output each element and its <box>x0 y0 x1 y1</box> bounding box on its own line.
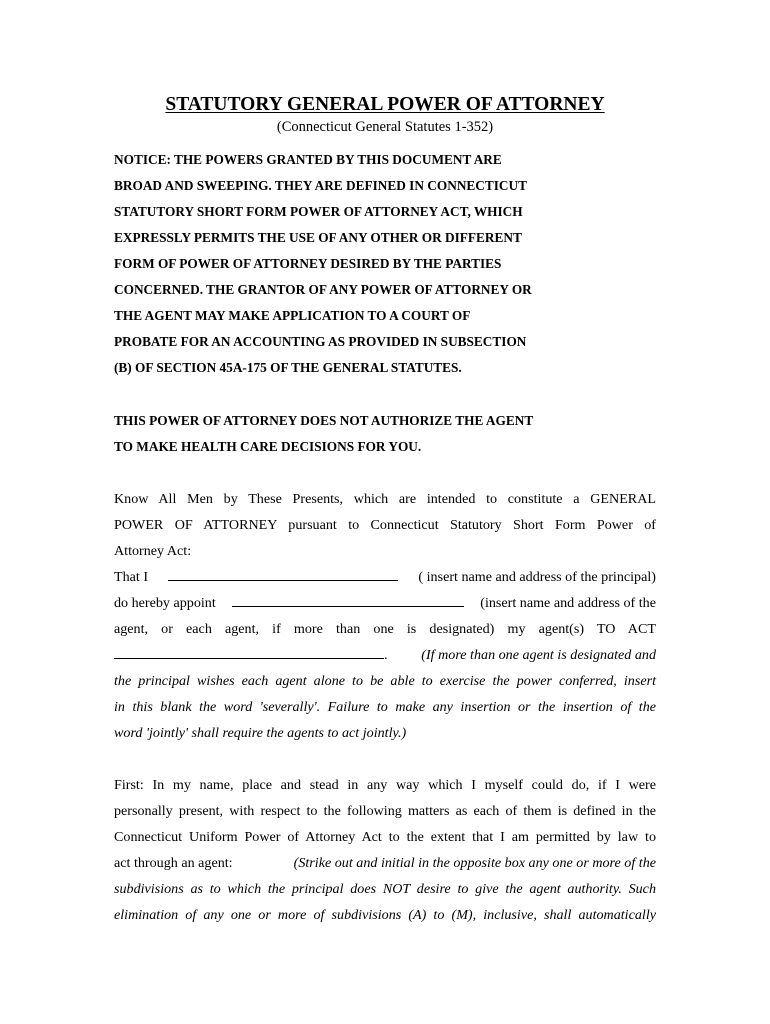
italic-line: subdivisions as to which the principal does NOT desire to give the agent authority. Such <box>114 881 656 897</box>
principal-line <box>114 564 656 590</box>
paragraph-line: Attorney Act: <box>114 543 192 559</box>
document-subtitle: (Connecticut General Statutes 1-352) <box>276 119 494 135</box>
paragraph-line: POWER OF ATTORNEY pursuant to Connecticut Statutory Short Form Power of <box>114 517 656 533</box>
agent-hint: (insert name and address of the <box>480 595 656 611</box>
notice-line: PROBATE FOR AN ACCOUNTING AS PROVIDED IN SUBSECTION <box>114 334 527 349</box>
act-line <box>114 642 656 668</box>
notice-line: (B) OF SECTION 45A-175 OF THE GENERAL STATUTES. <box>114 360 462 375</box>
act-manner-blank[interactable] <box>114 643 384 659</box>
italic-line: in this blank the word 'severally'. Failure to make any insertion or the insertion of the <box>114 699 656 715</box>
notice-line: BROAD AND SWEEPING. THEY ARE DEFINED IN CONNECTICUT <box>114 178 528 193</box>
notice-line: STATUTORY SHORT FORM POWER OF ATTORNEY ACT, WHICH <box>114 204 523 219</box>
paragraph-line: personally present, with respect to the following matters as each of them is defined in the <box>114 803 656 819</box>
health-care-notice <box>114 408 634 460</box>
notice-line: CONCERNED. THE GRANTOR OF ANY POWER OF ATTORNEY OR <box>114 282 532 297</box>
paragraph-line: First: In my name, place and stead in any way which I myself could do, if I were <box>114 777 656 793</box>
paragraph-line: Connecticut Uniform Power of Attorney Act to the extent that I am permitted by law to <box>114 829 656 845</box>
notice-line: THIS POWER OF ATTORNEY DOES NOT AUTHORIZE THE AGENT <box>114 413 534 428</box>
notice-line: TO MAKE HEALTH CARE DECISIONS FOR YOU. <box>114 439 422 454</box>
powers-notice <box>114 147 634 381</box>
period: . <box>384 647 388 663</box>
that-i-label: That I <box>114 569 149 585</box>
paragraph-line: act through an agent: (Strike out and initial in the opposite box any one or more of the <box>114 855 656 871</box>
italic-line: elimination of any one or more of subdivisions (A) to (M), inclusive, shall automatically <box>114 907 656 923</box>
paragraph-line: agent, or each agent, if more than one is designated) my agent(s) TO ACT <box>114 621 656 637</box>
notice-line: NOTICE: THE POWERS GRANTED BY THIS DOCUMENT ARE <box>114 152 502 167</box>
notice-line: THE AGENT MAY MAKE APPLICATION TO A COURT OF <box>114 308 471 323</box>
principal-hint: ( insert name and address of the principal) <box>418 569 656 585</box>
appoint-line <box>114 590 656 616</box>
notice-line: EXPRESSLY PERMITS THE USE OF ANY OTHER OR DIFFERENT <box>114 230 522 245</box>
document-title: STATUTORY GENERAL POWER OF ATTORNEY <box>165 94 605 115</box>
first-paragraph <box>114 772 656 928</box>
principal-name-blank[interactable] <box>168 565 398 581</box>
agent-name-blank[interactable] <box>232 591 464 607</box>
appoint-label: do hereby appoint <box>114 595 216 611</box>
paragraph-line: Know All Men by These Presents, which are intended to constitute a GENERAL <box>114 491 656 507</box>
italic-line: word 'jointly' shall require the agents to act jointly.) <box>114 725 407 741</box>
italic-instruction: (If more than one agent is designated and <box>421 647 656 663</box>
italic-line: the principal wishes each agent alone to be able to exercise the power conferred, insert <box>114 673 656 689</box>
know-all-paragraph <box>114 486 656 746</box>
notice-line: FORM OF POWER OF ATTORNEY DESIRED BY THE PARTIES <box>114 256 502 271</box>
